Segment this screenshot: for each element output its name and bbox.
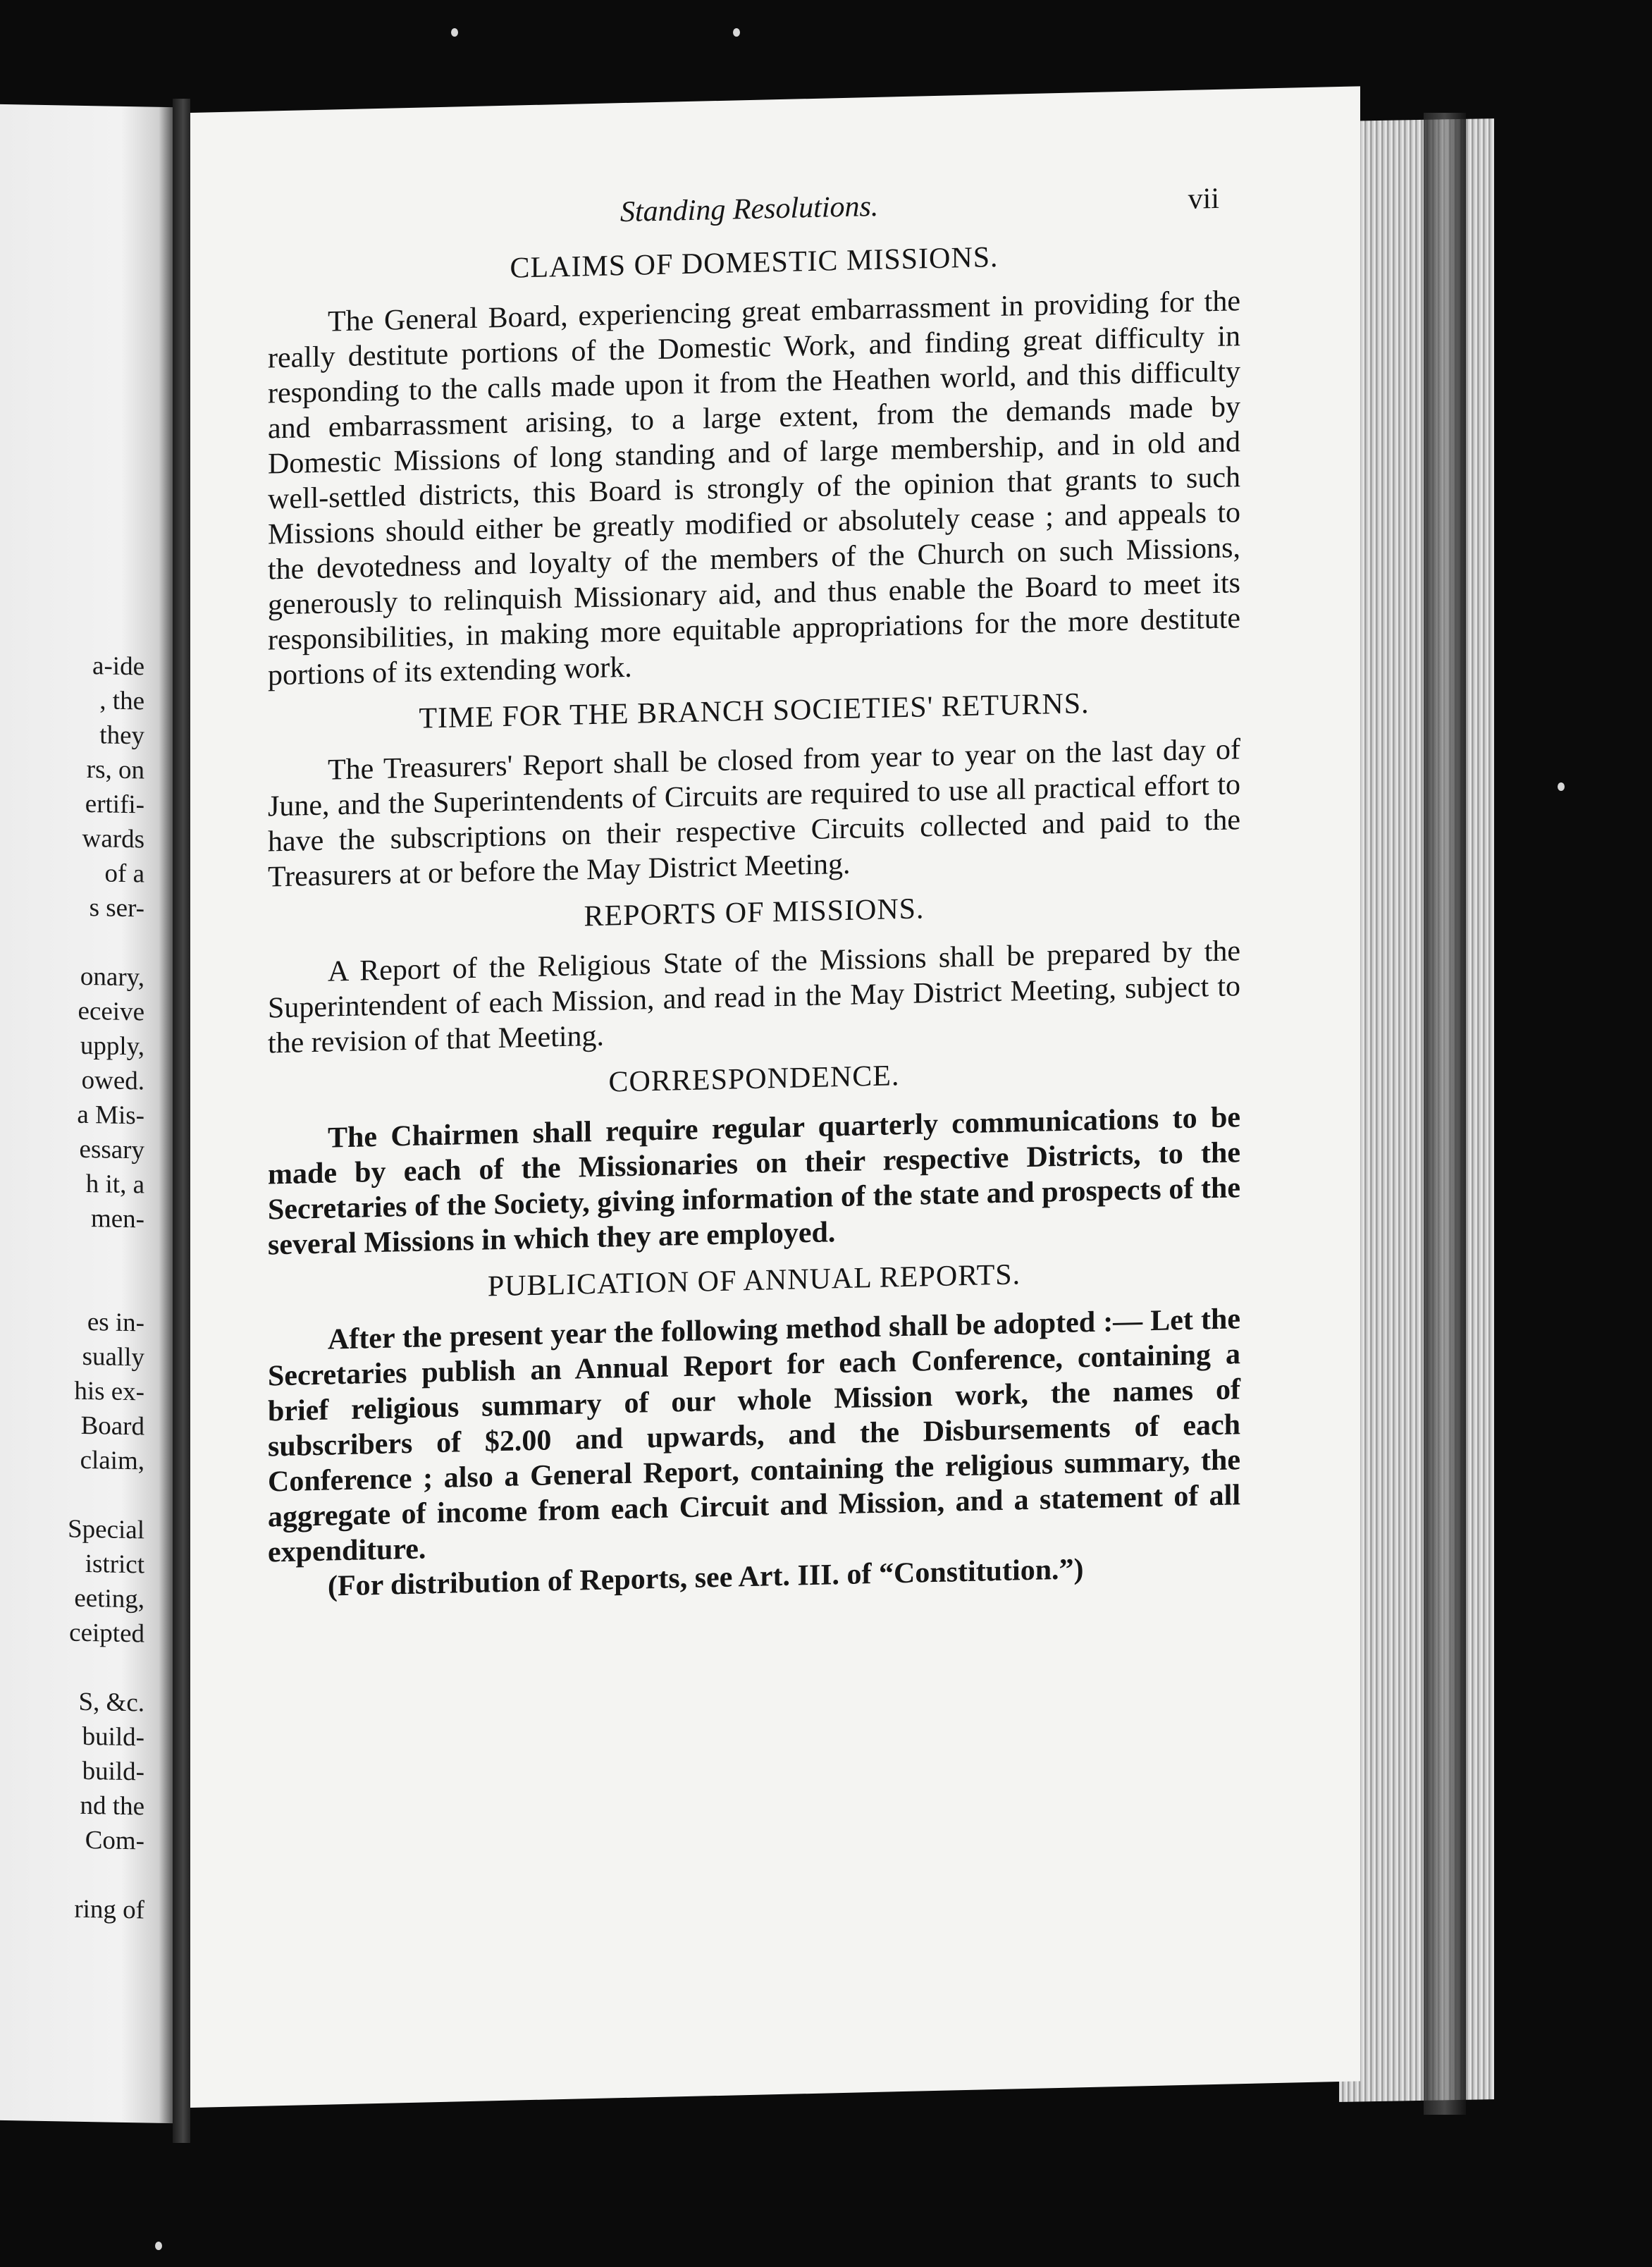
page-edge-stack — [1339, 118, 1494, 2102]
left-page-line: istrict — [85, 1549, 144, 1580]
section-body: The General Board, experiencing great embarrassment in providing for the really destitute portions of the Domestic Work, and finding great difficulty in responding to the calls made upon it from the Heathen world, and this difficulty and embarrassment arising, to a large extent, from the demands made by Domestic Missions of long standing and of large membership, and in old and well-settled districts, this Board is strongly of the opinion that grants to such Missions should either be greatly modified or absolutely cease ; and appeals to the devotedness and loyalty of the members of the Church on such Missions, generously to relinquish Missionary aid, and thus enable the Board to meet its responsibilities, in making more equitable appropriations for the more destitute portions of its extending work. — [268, 285, 1240, 692]
left-page-line: S, &c. — [78, 1687, 144, 1718]
left-page-line: build- — [82, 1756, 144, 1787]
section-publication-of-annual-reports — [268, 1251, 1240, 1605]
section-body: The Chairmen shall require regular quarterly communications to be made by each of the Missionaries on their respective Districts, to the Secretaries of the Society, giving information of the state and prospects of the several Missions in which they are employed. — [268, 1101, 1240, 1262]
left-page-line: eceive — [78, 996, 144, 1027]
left-page-line: a-ide — [92, 651, 144, 682]
left-page-line: sually — [82, 1341, 144, 1372]
main-page — [190, 86, 1360, 2108]
left-page-line: s ser- — [89, 893, 144, 923]
section-heading: TIME FOR THE BRANCH SOCIETIES' RETURNS. — [419, 687, 1090, 735]
dust-speck — [155, 2242, 162, 2250]
left-page-text — [68, 649, 144, 1928]
section-body: The Treasurers' Report shall be closed from year to year on the last day of June, and the Superintendents of Circuits are required to use all practical effort to have the subscriptions on their respective Circuits collected and paid to the Treasurers at or before the May District Meeting. — [268, 733, 1240, 894]
left-page-line — [68, 1270, 144, 1306]
left-facing-page — [0, 104, 173, 2123]
left-page-line — [68, 1477, 144, 1513]
left-page-line: owed. — [81, 1065, 144, 1096]
left-page-line: build- — [82, 1721, 144, 1752]
section-heading: CLAIMS OF DOMESTIC MISSIONS. — [510, 240, 999, 285]
left-page-line — [68, 925, 144, 961]
dust-speck — [451, 28, 458, 37]
section-claims-of-domestic-missions — [268, 233, 1240, 693]
left-page-line: claim, — [80, 1445, 144, 1476]
reports-distribution-note: (For distribution of Reports, see Art. III. of “Constitution.”) — [328, 1553, 1084, 1603]
left-page-line: Special — [68, 1514, 144, 1545]
dust-speck — [733, 28, 740, 37]
left-page-line: a Mis- — [77, 1100, 144, 1131]
running-head — [268, 180, 1240, 245]
left-page-line — [68, 1650, 144, 1686]
section-body: A Report of the Religious State of the Missions shall be prepared by the Superintendent of each Mission, and read in the May District Meeting, subject to the revision of that Meeting. — [268, 935, 1240, 1060]
page-number: vii — [1188, 182, 1219, 216]
left-page-line: Board — [80, 1411, 144, 1442]
left-page-line: of a — [104, 859, 144, 889]
page-content — [268, 180, 1240, 1605]
left-page-line — [68, 1857, 144, 1893]
section-branch-societies-returns — [268, 681, 1240, 895]
left-page-line: upply, — [80, 1031, 144, 1062]
left-page-line: onary, — [80, 962, 144, 993]
section-body: After the present year the following method shall be adopted :— Let the Secretaries publish an Annual Report for each Conference, containing a brief religious summary of our whole Mission work, the names of subscribers of $2.00 and upwards, and the Disbursements of each Conference ; also a General Report, containing the religious summary, the aggregate of income from each Circuit and Mission, and a statement of all expenditure. — [268, 1303, 1240, 1569]
left-page-line: his ex- — [74, 1376, 144, 1407]
left-page-line — [68, 1236, 144, 1272]
left-page-line: they — [99, 720, 144, 751]
left-page-line: h it, a — [85, 1169, 144, 1200]
section-correspondence — [268, 1049, 1240, 1262]
page-edge-shadow — [1424, 113, 1466, 2115]
book-gutter — [173, 99, 190, 2143]
left-page-line: essary — [79, 1134, 144, 1165]
left-page-line: rs, on — [86, 755, 144, 785]
section-reports-of-missions — [268, 883, 1240, 1061]
left-page-line: men- — [90, 1204, 144, 1234]
section-heading: REPORTS OF MISSIONS. — [584, 892, 925, 933]
left-page-line: wards — [82, 823, 144, 854]
left-page-line: eeting, — [74, 1583, 144, 1614]
section-heading: CORRESPONDENCE. — [608, 1059, 900, 1099]
left-page-line: Com- — [85, 1825, 144, 1856]
section-heading: PUBLICATION OF ANNUAL REPORTS. — [487, 1258, 1021, 1303]
left-page-line: nd the — [80, 1790, 144, 1821]
left-page-line: es in- — [87, 1308, 144, 1338]
left-page-line: ceipted — [69, 1618, 144, 1649]
left-page-line: ring of — [74, 1894, 144, 1925]
running-title: Standing Resolutions. — [620, 190, 879, 229]
dust-speck — [1558, 782, 1565, 791]
left-page-line: ertifi- — [85, 789, 144, 820]
left-page-line: , the — [99, 686, 144, 716]
